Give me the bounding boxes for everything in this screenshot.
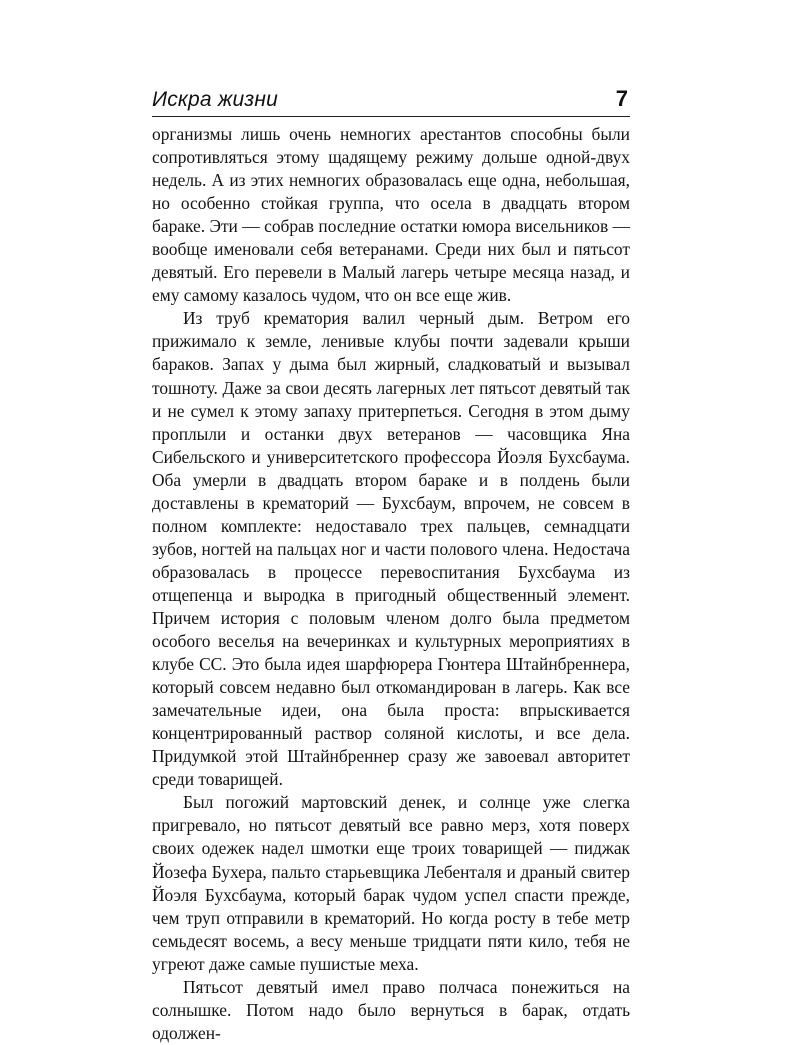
header-rule (152, 116, 630, 117)
paragraph-crematorium: Из труб крематория валил черный дым. Ветром его прижимало к земле, ленивые клубы почти задевали крыши бараков. Запах у дыма был жирный, сладковатый и вызывал тошноту. Даже за свои десять лагерных лет пятьсот девятый так и не сумел к этому запаху притерпеться. Сегодня в этом дыму проплыли и останки двух ветеранов — часовщика Яна Сибельского и университетского профессора Йоэля Бухсбаума. Оба умерли в двадцать втором бараке и в полдень были доставлены в крематорий — Бухсбаум, впрочем, не совсем в полном комплекте: недоставало трех пальцев, семнадцати зубов, ногтей на пальцах ног и части полового члена. Недостача образовалась в процессе перевоспитания Бухсбаума из отщепенца и выродка в пригодный общественный элемент. Причем история с половым членом долго была предметом особого веселья на вечеринках и культурных мероприятиях в клубе СС. Это была идея шарфюрера Гюнтера Штайнбреннера, который совсем недавно был откомандирован в лагерь. Как все замечательные идеи, она была проста: впрыскивается концентрированный раствор соляной кислоты, и все дела. Придумкой этой Штайнбреннер сразу же завоевал авторитет среди товарищей. (152, 308, 630, 790)
running-head (152, 86, 630, 116)
page-number: 7 (615, 86, 628, 111)
paragraph-half-hour: Пятьсот девятый имел право полчаса понежиться на солнышке. Потом надо было вернуться в барак, отдать одолжен- (152, 976, 630, 1043)
paragraph-march-day: Был погожий мартовский денек, и солнце уже слегка пригревало, но пятьсот девятый все равно мерз, хотя поверх своих одежек надел шмотки еще троих товарищей — пиджак Йозефа Бухера, пальто старьевщика Лебенталя и драный свитер Йоэля Бухсбаума, который барак чудом успел спасти прежде, чем труп отправили в крематорий. Но когда росту в тебе метр семьдесят восемь, а весу меньше тридцати пяти кило, тебя не угреют даже самые пушистые меха. (152, 792, 630, 974)
running-title: Искра жизни (152, 88, 278, 111)
body-text (152, 123, 630, 1045)
paragraph-continued: организмы лишь очень немногих арестантов способны были сопротивляться этому щадящему режиму дольше одной-двух недель. А из этих немногих образовалась еще одна, небольшая, но особенно стойкая группа, что осела в двадцать втором бараке. Эти — собрав последние остатки юмора висельников — вообще именовали себя ветеранами. Среди них был и пятьсот девятый. Его перевели в Малый лагерь четыре месяца назад, и ему самому казалось чудом, что он все еще жив. (152, 124, 630, 306)
